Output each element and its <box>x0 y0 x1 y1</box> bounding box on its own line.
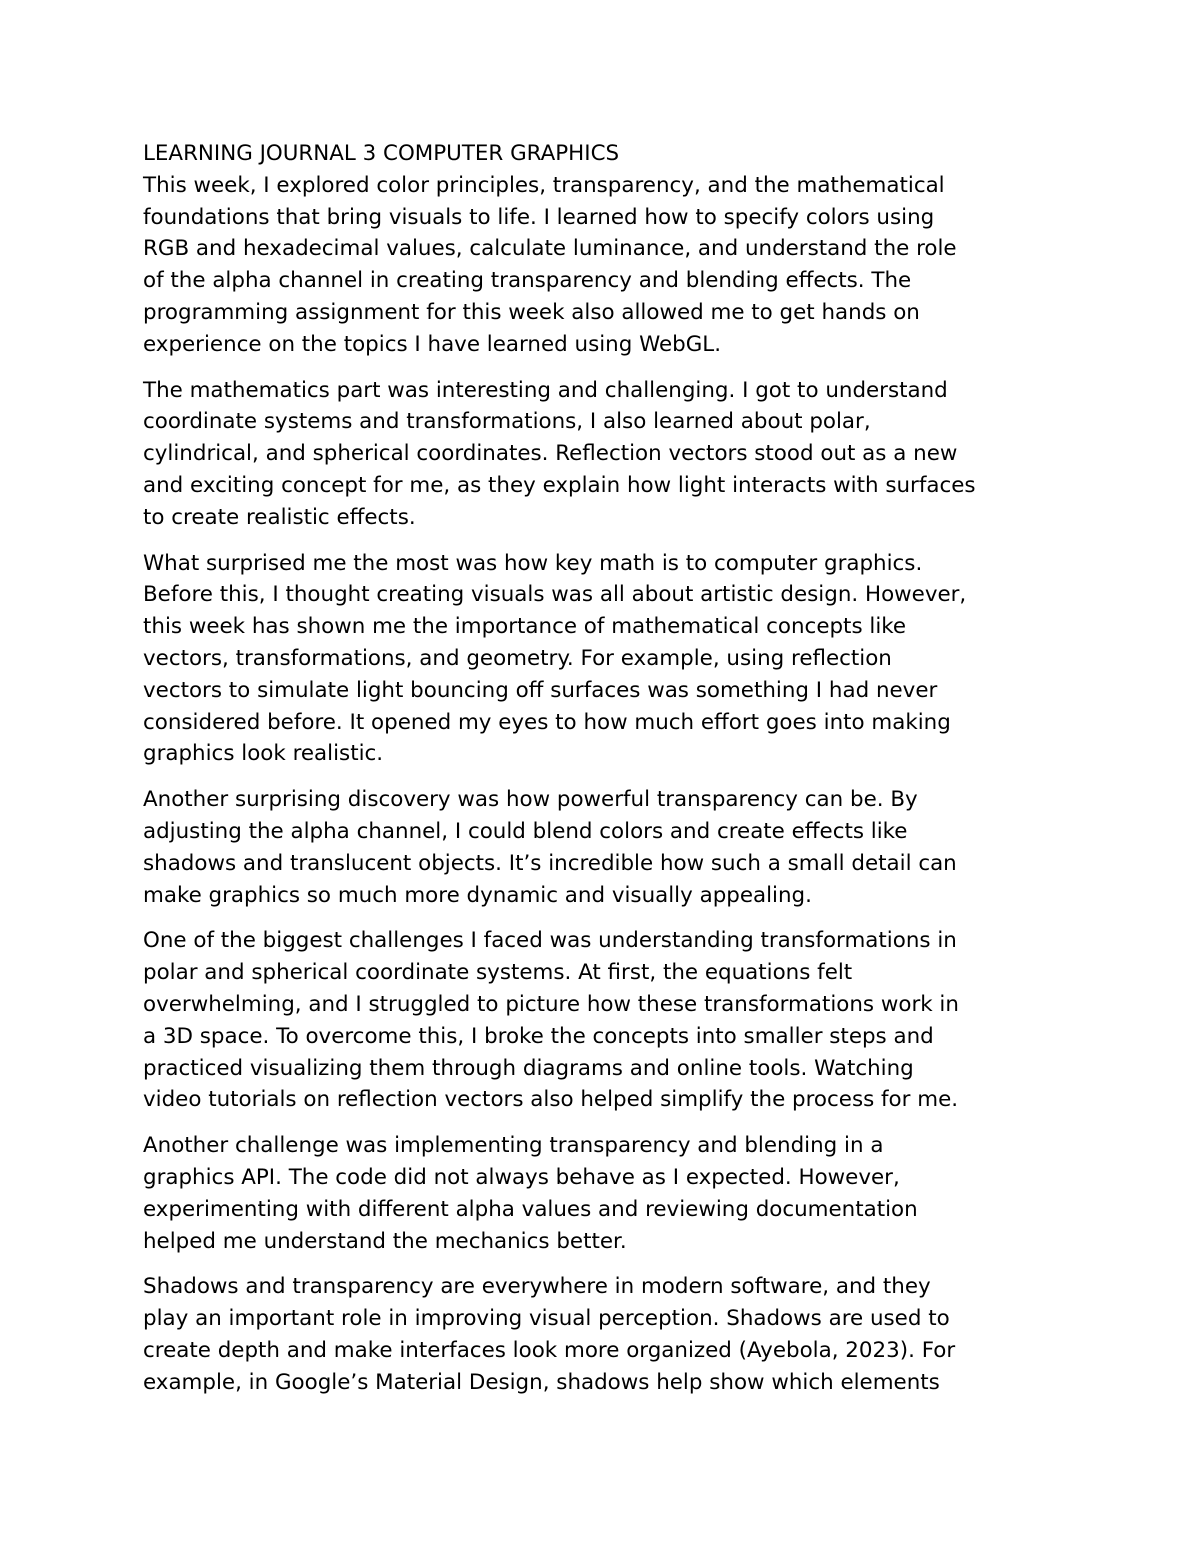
text-line: adjusting the alpha channel, I could blend colors and create effects like <box>143 818 908 844</box>
text-line: RGB and hexadecimal values, calculate luminance, and understand the role <box>143 236 957 262</box>
text-line: and exciting concept for me, as they explain how light interacts with surfaces <box>143 472 976 498</box>
text-line: graphics look realistic. <box>143 741 384 767</box>
paragraph <box>143 548 1063 771</box>
paragraph <box>143 375 1063 534</box>
text-line: this week has shown me the importance of mathematical concepts like <box>143 614 907 640</box>
text-line: practiced visualizing them through diagrams and online tools. Watching <box>143 1055 914 1081</box>
text-line: What surprised me the most was how key math is to computer graphics. <box>143 550 923 576</box>
text-line: cylindrical, and spherical coordinates. Reflection vectors stood out as a new <box>143 441 958 467</box>
text-line: Another challenge was implementing transparency and blending in a <box>143 1133 884 1159</box>
text-line: Before this, I thought creating visuals was all about artistic design. However, <box>143 582 967 608</box>
text-line: to create realistic effects. <box>143 504 416 530</box>
paragraph-list <box>143 170 1063 1399</box>
paragraph <box>143 1130 1063 1257</box>
text-line: shadows and translucent objects. It’s incredible how such a small detail can <box>143 850 957 876</box>
text-line: of the alpha channel in creating transparency and blending effects. The <box>143 268 912 294</box>
text-line: graphics API. The code did not always behave as I expected. However, <box>143 1164 900 1190</box>
text-line: polar and spherical coordinate systems. At first, the equations felt <box>143 960 853 986</box>
text-line: experience on the topics I have learned using WebGL. <box>143 331 722 357</box>
paragraph <box>143 1271 1063 1398</box>
text-line: Another surprising discovery was how powerful transparency can be. By <box>143 787 918 813</box>
text-line: vectors, transformations, and geometry. For example, using reflection <box>143 645 892 671</box>
text-line: foundations that bring visuals to life. I learned how to specify colors using <box>143 204 935 230</box>
text-line: considered before. It opened my eyes to how much effort goes into making <box>143 709 951 735</box>
paragraph <box>143 784 1063 911</box>
text-line: a 3D space. To overcome this, I broke the concepts into smaller steps and <box>143 1023 934 1049</box>
document-body <box>143 138 1063 1412</box>
text-line: Shadows and transparency are everywhere in modern software, and they <box>143 1274 931 1300</box>
text-line: The mathematics part was interesting and challenging. I got to understand <box>143 377 948 403</box>
text-line: coordinate systems and transformations, I also learned about polar, <box>143 409 871 435</box>
text-line: One of the biggest challenges I faced was understanding transformations in <box>143 928 957 954</box>
text-line: video tutorials on reflection vectors also helped simplify the process for me. <box>143 1087 959 1113</box>
text-line: make graphics so much more dynamic and visually appealing. <box>143 882 812 908</box>
paragraph <box>143 170 1063 361</box>
text-line: vectors to simulate light bouncing off surfaces was something I had never <box>143 677 938 703</box>
text-line: helped me understand the mechanics better. <box>143 1228 627 1254</box>
text-line: experimenting with different alpha values and reviewing documentation <box>143 1196 918 1222</box>
text-line: example, in Google’s Material Design, shadows help show which elements <box>143 1369 940 1395</box>
text-line: This week, I explored color principles, transparency, and the mathematical <box>143 172 945 198</box>
text-line: play an important role in improving visual perception. Shadows are used to <box>143 1306 950 1332</box>
text-line: overwhelming, and I struggled to picture how these transformations work in <box>143 991 959 1017</box>
text-line: create depth and make interfaces look more organized (Ayebola, 2023). For <box>143 1337 956 1363</box>
paragraph <box>143 925 1063 1116</box>
text-line: programming assignment for this week also allowed me to get hands on <box>143 299 920 325</box>
document-title: LEARNING JOURNAL 3 COMPUTER GRAPHICS <box>143 141 620 166</box>
